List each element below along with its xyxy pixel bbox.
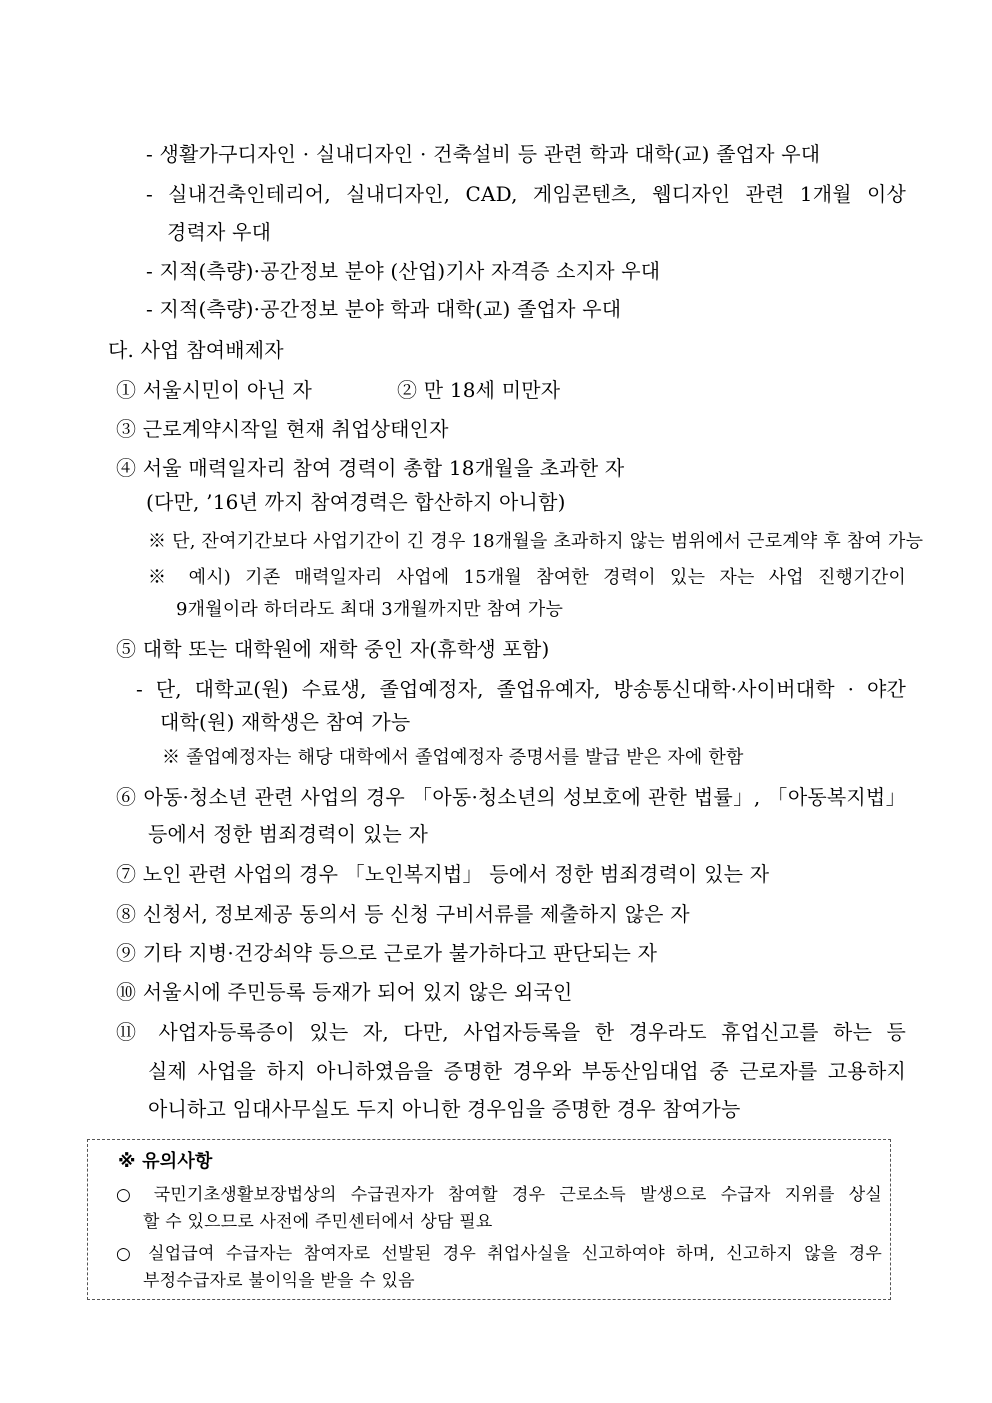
notice-item-1-line-2: 할 수 있으므로 사전에 주민센터에서 상담 필요 — [143, 1212, 493, 1232]
exclusion-item-4-note-2-line-2: 9개월이라 하더라도 최대 3개월까지만 참여 가능 — [176, 599, 564, 620]
exclusion-item-4-line-1: ④ 서울 매력일자리 참여 경력이 총합 18개월을 초과한 자 — [116, 456, 625, 480]
exclusion-item-4-note-2-line-1: ※ 예시) 기존 매력일자리 사업에 15개월 참여한 경력이 있는 자는 사업 진행기간이 — [148, 567, 906, 588]
preference-item-2-line-2: 경력자 우대 — [167, 220, 272, 244]
exclusion-item-2: ② 만 18세 미만자 — [397, 378, 561, 402]
preference-item-3: - 지적(측량)·공간정보 분야 (산업)기사 자격증 소지자 우대 — [146, 259, 661, 283]
exclusion-item-10: ⑩ 서울시에 주민등록 등재가 되어 있지 않은 외국인 — [116, 980, 573, 1004]
exclusion-item-6-line-1: ⑥ 아동·청소년 관련 사업의 경우 「아동·청소년의 성보호에 관한 법률」, 「아동복지법」 — [116, 785, 906, 809]
exclusion-item-5: ⑤ 대학 또는 대학원에 재학 중인 자(휴학생 포함) — [116, 637, 550, 661]
exclusion-item-11-line-2: 실제 사업을 하지 아니하였음을 증명한 경우와 부동산임대업 중 근로자를 고용하지 — [148, 1059, 906, 1083]
notice-box — [87, 1139, 891, 1300]
exclusion-item-6-line-2: 등에서 정한 범죄경력이 있는 자 — [148, 822, 428, 846]
exclusion-item-7: ⑦ 노인 관련 사업의 경우 「노인복지법」 등에서 정한 범죄경력이 있는 자 — [116, 862, 770, 886]
section-heading: 다. 사업 참여배제자 — [108, 338, 284, 362]
preference-item-4: - 지적(측량)·공간정보 분야 학과 대학(교) 졸업자 우대 — [146, 297, 622, 321]
notice-title: ※ 유의사항 — [118, 1151, 213, 1172]
exclusion-item-3: ③ 근로계약시작일 현재 취업상태인자 — [116, 417, 449, 441]
exclusion-item-5-note: ※ 졸업예정자는 해당 대학에서 졸업예정자 증명서를 발급 받은 자에 한함 — [162, 747, 744, 768]
notice-item-2-line-1: ○ 실업급여 수급자는 참여자로 선발된 경우 취업사실을 신고하여야 하며, 신고하지 않을 경우 — [116, 1244, 882, 1264]
exclusion-item-9: ⑨ 기타 지병·건강쇠약 등으로 근로가 불가하다고 판단되는 자 — [116, 941, 658, 965]
exclusion-item-1: ① 서울시민이 아닌 자 — [116, 378, 313, 402]
preference-item-1: - 생활가구디자인 · 실내디자인 · 건축설비 등 관련 학과 대학(교) 졸업자 우대 — [146, 142, 821, 166]
notice-item-1-line-1: ○ 국민기초생활보장법상의 수급권자가 참여할 경우 근로소득 발생으로 수급자 지위를 상실 — [116, 1185, 882, 1205]
exclusion-item-5-sub-line-1: - 단, 대학교(원) 수료생, 졸업예정자, 졸업유예자, 방송통신대학·사이버대학 · 야간 — [136, 677, 906, 701]
exclusion-item-11-line-1: ⑪ 사업자등록증이 있는 자, 다만, 사업자등록을 한 경우라도 휴업신고를 하는 등 — [116, 1020, 906, 1044]
exclusion-item-4-note-1: ※ 단, 잔여기간보다 사업기간이 긴 경우 18개월을 초과하지 않는 범위에서 근로계약 후 참여 가능 — [148, 531, 924, 552]
exclusion-item-5-sub-line-2: 대학(원) 재학생은 참여 가능 — [160, 710, 411, 734]
exclusion-item-8: ⑧ 신청서, 정보제공 동의서 등 신청 구비서류를 제출하지 않은 자 — [116, 902, 690, 926]
exclusion-item-11-line-3: 아니하고 임대사무실도 두지 아니한 경우임을 증명한 경우 참여가능 — [148, 1097, 741, 1121]
notice-item-2-line-2: 부정수급자로 불이익을 받을 수 있음 — [143, 1271, 415, 1291]
exclusion-item-4-line-2: (다만, ’16년 까지 참여경력은 합산하지 아니함) — [146, 490, 566, 514]
preference-item-2-line-1: - 실내건축인테리어, 실내디자인, CAD, 게임콘텐츠, 웹디자인 관련 1개월 이상 — [146, 182, 906, 206]
